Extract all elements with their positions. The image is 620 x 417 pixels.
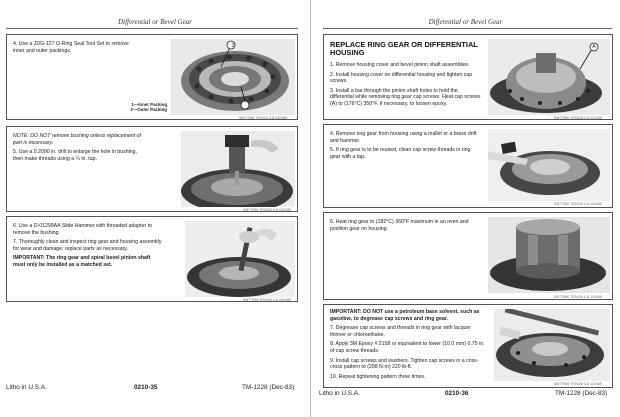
left-page-header: Differential or Bevel Gear [118, 18, 192, 26]
photo-mallet-removal [488, 129, 610, 201]
left-panel-step4 [6, 34, 298, 120]
right-step9-text: 9. Install cap screws and washers. Tighten cap screws in a criss-cross pattern to (298 N·m) 220 lb-ft. [330, 357, 479, 371]
right-panel-heat-ring-gear [323, 212, 613, 300]
legend-inner-packing: 1—Inner Packing [131, 102, 167, 107]
left-panel-step6 [6, 216, 298, 302]
callout-a: A [592, 44, 596, 50]
left-step5-text: 5. Use a 0.2090 in. drill to enlarge the hole in bushing, then make threads using a ¼ in. tap. [13, 149, 138, 162]
right-panel1-caption: SM77980 TR0426 4-8 110485 [554, 116, 602, 120]
right-panel2-caption: SM77980 TR0426 4-8 110485 [554, 202, 602, 206]
right-step1-text: 1. Remove housing cover and bevel pinion shaft assemblies. [330, 62, 470, 68]
mallet-removal-illustration [488, 129, 610, 201]
left-panel2-text [13, 133, 147, 165]
photo-heated-ring-gear [488, 217, 610, 293]
right-panel1-text [330, 62, 482, 111]
legend-outer-packing: 2—Outer Packing [130, 107, 167, 113]
right-step6-text: 6. Heat ring gear to (182°C) 360°F maximum in an oven and position gear on housing. [330, 219, 469, 232]
right-panel2-text [330, 131, 482, 163]
right-footer-page-number: 0210-36 [445, 390, 469, 397]
right-page [310, 0, 620, 417]
right-step3-text: 3. Install a bar through the pinion shaft holes to hold the differential while removing ring gear cap screws. Heat cap screws (A) to (176°C) 350°F, if necessary, to loosen epoxy. [330, 87, 481, 107]
right-step4-text: 4. Remove ring gear from housing using a mallet or a brass drift and hammer. [330, 131, 477, 144]
left-header-rule [6, 28, 298, 29]
right-step7-text: 7. Degrease cap screws and threads in ring gear with lacquer thinner or chloroethane. [330, 325, 472, 338]
right-footer-tm: TM-1228 (Dec-83) [555, 390, 608, 397]
left-panel-step5 [6, 126, 298, 212]
photo-slide-hammer [185, 221, 295, 297]
photo-ring-gear-packing [171, 39, 295, 115]
right-page-header: Differential or Bevel Gear [428, 18, 503, 26]
matched-set-important: IMPORTANT: The ring gear and spiral bevel pinion shaft must only be installed as a matched set. [13, 255, 151, 268]
right-step5-text: 5. If ring gear is to be reused, clean cap screw threads in ring gear with a tap. [330, 147, 471, 160]
right-panel4-caption: SM77980 TR0426 4-8 110485 [554, 382, 602, 386]
torque-cap-screws-illustration [494, 309, 610, 381]
left-panel3-caption: SM77936 TR0426 4-8 030485 [243, 298, 292, 302]
ring-gear-packing-illustration [171, 39, 295, 115]
replace-ring-gear-heading: REPLACE RING GEAR OR DIFFERENTIAL HOUSING [330, 40, 478, 58]
right-footer-litho: Litho in U.S.A. [319, 390, 360, 397]
left-footer-litho: Litho in U.S.A. [6, 384, 47, 391]
right-panel-install-cap-screws [323, 304, 613, 388]
left-footer-page-number: 0210-35 [134, 384, 158, 391]
heated-ring-gear-illustration [488, 217, 610, 293]
packing-legend [107, 102, 167, 113]
left-step4-text: 4. Use a JDG-127 O-Ring Seal Tool Set to remove inner and outer packings. [13, 41, 129, 54]
right-header-rule [323, 28, 612, 29]
left-panel3-text [13, 223, 163, 272]
right-step2-text: 2. Install housing cover on differential housing and tighten cap screws. [330, 71, 473, 85]
right-panel3-caption: SM77980 TR0426 4-8 110485 [554, 295, 602, 299]
photo-torque-cap-screws [494, 309, 610, 381]
right-step8-text: 8. Apply 3M Epoxy # 2158 or equivalent to lower (10.0 mm) 0.75 in. of cap screw threads. [330, 341, 485, 354]
callout-2: 2 [231, 43, 235, 49]
petroleum-solvent-important: IMPORTANT: DO NOT use a petroleum base solvent, such as gasoline, to degrease cap screws and ring gear. [330, 309, 480, 322]
bushing-note: NOTE: DO NOT remove bushing unless replacement of part is necessary. [13, 133, 142, 146]
right-step10-text: 10. Repeat tightening pattern three times. [330, 373, 426, 380]
left-panel2-caption: SM77936 TR0426 4-8 030485 [243, 208, 292, 212]
right-panel-remove-ring-gear [323, 124, 613, 208]
right-panel4-text [330, 309, 488, 383]
left-step7-text: 7. Thoroughly clean and inspect ring gear and housing assembly for wear and damage; replace parts as necessary. [13, 239, 162, 252]
left-step6-text: 6. Use a D-01299AA Slide Hammer with threaded adapter to remove the bushing. [13, 223, 152, 236]
left-footer-tm: TM-1228 (Dec-83) [242, 384, 295, 391]
photo-drill-bushing [181, 131, 295, 207]
right-panel-replace-ring-gear [323, 34, 613, 120]
left-panel1-caption: SM77936 TR0426 4-8 030485 [239, 116, 288, 120]
drill-bushing-illustration [181, 131, 295, 207]
slide-hammer-illustration [185, 221, 295, 297]
